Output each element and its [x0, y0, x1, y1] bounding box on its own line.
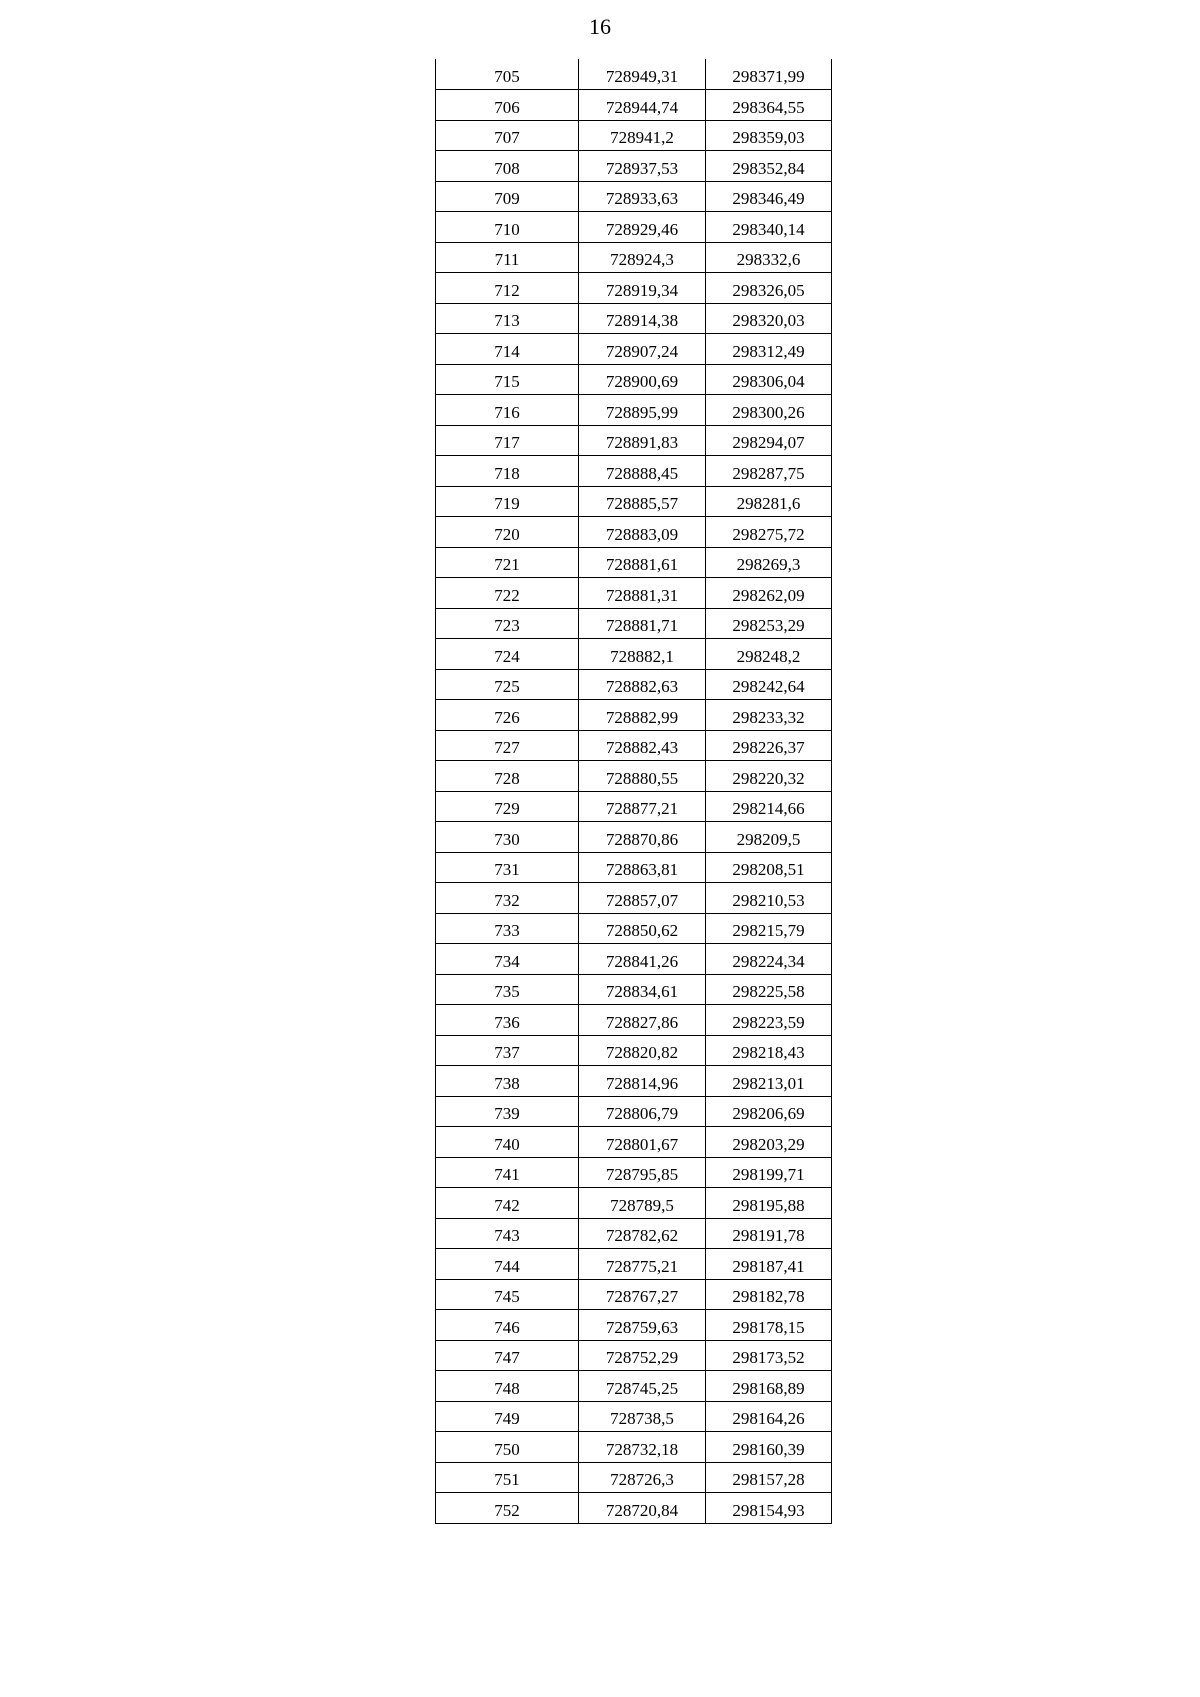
- y-coordinate-cell: 298178,15: [706, 1310, 832, 1341]
- y-coordinate-cell: 298208,51: [706, 852, 832, 883]
- coordinates-table: [435, 59, 832, 1524]
- y-coordinate-cell: 298215,79: [706, 913, 832, 944]
- table-body: [436, 59, 832, 1523]
- point-number-cell: 734: [436, 944, 579, 975]
- table-row: [436, 547, 832, 578]
- y-coordinate-cell: 298206,69: [706, 1096, 832, 1127]
- table-row: [436, 59, 832, 90]
- y-coordinate-cell: 298326,05: [706, 273, 832, 304]
- y-coordinate-cell: 298203,29: [706, 1127, 832, 1158]
- x-coordinate-cell: 728885,57: [579, 486, 706, 517]
- point-number-cell: 738: [436, 1066, 579, 1097]
- x-coordinate-cell: 728820,82: [579, 1035, 706, 1066]
- y-coordinate-cell: 298275,72: [706, 517, 832, 548]
- x-coordinate-cell: 728941,2: [579, 120, 706, 151]
- x-coordinate-cell: 728881,61: [579, 547, 706, 578]
- table-row: [436, 151, 832, 182]
- x-coordinate-cell: 728745,25: [579, 1371, 706, 1402]
- x-coordinate-cell: 728944,74: [579, 90, 706, 121]
- x-coordinate-cell: 728720,84: [579, 1493, 706, 1524]
- point-number-cell: 725: [436, 669, 579, 700]
- y-coordinate-cell: 298210,53: [706, 883, 832, 914]
- point-number-cell: 752: [436, 1493, 579, 1524]
- table-row: [436, 425, 832, 456]
- y-coordinate-cell: 298352,84: [706, 151, 832, 182]
- y-coordinate-cell: 298306,04: [706, 364, 832, 395]
- point-number-cell: 711: [436, 242, 579, 273]
- x-coordinate-cell: 728870,86: [579, 822, 706, 853]
- table-row: [436, 242, 832, 273]
- table-row: [436, 974, 832, 1005]
- y-coordinate-cell: 298173,52: [706, 1340, 832, 1371]
- point-number-cell: 714: [436, 334, 579, 365]
- y-coordinate-cell: 298168,89: [706, 1371, 832, 1402]
- y-coordinate-cell: 298187,41: [706, 1249, 832, 1280]
- y-coordinate-cell: 298209,5: [706, 822, 832, 853]
- point-number-cell: 737: [436, 1035, 579, 1066]
- x-coordinate-cell: 728841,26: [579, 944, 706, 975]
- y-coordinate-cell: 298281,6: [706, 486, 832, 517]
- table-row: [436, 1035, 832, 1066]
- x-coordinate-cell: 728882,43: [579, 730, 706, 761]
- table-row: [436, 517, 832, 548]
- x-coordinate-cell: 728806,79: [579, 1096, 706, 1127]
- point-number-cell: 751: [436, 1462, 579, 1493]
- table-row: [436, 944, 832, 975]
- y-coordinate-cell: 298359,03: [706, 120, 832, 151]
- table-row: [436, 456, 832, 487]
- point-number-cell: 707: [436, 120, 579, 151]
- table-row: [436, 1371, 832, 1402]
- table-row: [436, 639, 832, 670]
- table-row: [436, 120, 832, 151]
- y-coordinate-cell: 298346,49: [706, 181, 832, 212]
- point-number-cell: 715: [436, 364, 579, 395]
- table-row: [436, 486, 832, 517]
- x-coordinate-cell: 728882,1: [579, 639, 706, 670]
- x-coordinate-cell: 728888,45: [579, 456, 706, 487]
- point-number-cell: 735: [436, 974, 579, 1005]
- y-coordinate-cell: 298164,26: [706, 1401, 832, 1432]
- point-number-cell: 741: [436, 1157, 579, 1188]
- point-number-cell: 712: [436, 273, 579, 304]
- point-number-cell: 740: [436, 1127, 579, 1158]
- point-number-cell: 709: [436, 181, 579, 212]
- table-row: [436, 1066, 832, 1097]
- y-coordinate-cell: 298195,88: [706, 1188, 832, 1219]
- table-row: [436, 761, 832, 792]
- x-coordinate-cell: 728767,27: [579, 1279, 706, 1310]
- y-coordinate-cell: 298364,55: [706, 90, 832, 121]
- table-row: [436, 212, 832, 243]
- x-coordinate-cell: 728891,83: [579, 425, 706, 456]
- point-number-cell: 720: [436, 517, 579, 548]
- x-coordinate-cell: 728937,53: [579, 151, 706, 182]
- x-coordinate-cell: 728880,55: [579, 761, 706, 792]
- y-coordinate-cell: 298220,32: [706, 761, 832, 792]
- table-row: [436, 1249, 832, 1280]
- point-number-cell: 705: [436, 59, 579, 90]
- point-number-cell: 724: [436, 639, 579, 670]
- x-coordinate-cell: 728919,34: [579, 273, 706, 304]
- point-number-cell: 744: [436, 1249, 579, 1280]
- y-coordinate-cell: 298262,09: [706, 578, 832, 609]
- y-coordinate-cell: 298213,01: [706, 1066, 832, 1097]
- y-coordinate-cell: 298300,26: [706, 395, 832, 426]
- y-coordinate-cell: 298160,39: [706, 1432, 832, 1463]
- y-coordinate-cell: 298332,6: [706, 242, 832, 273]
- table-row: [436, 700, 832, 731]
- x-coordinate-cell: 728775,21: [579, 1249, 706, 1280]
- x-coordinate-cell: 728882,63: [579, 669, 706, 700]
- x-coordinate-cell: 728814,96: [579, 1066, 706, 1097]
- y-coordinate-cell: 298157,28: [706, 1462, 832, 1493]
- point-number-cell: 726: [436, 700, 579, 731]
- point-number-cell: 730: [436, 822, 579, 853]
- x-coordinate-cell: 728877,21: [579, 791, 706, 822]
- y-coordinate-cell: 298287,75: [706, 456, 832, 487]
- y-coordinate-cell: 298182,78: [706, 1279, 832, 1310]
- point-number-cell: 723: [436, 608, 579, 639]
- y-coordinate-cell: 298214,66: [706, 791, 832, 822]
- x-coordinate-cell: 728929,46: [579, 212, 706, 243]
- table-row: [436, 1340, 832, 1371]
- x-coordinate-cell: 728863,81: [579, 852, 706, 883]
- point-number-cell: 718: [436, 456, 579, 487]
- table-row: [436, 1188, 832, 1219]
- table-row: [436, 273, 832, 304]
- table-row: [436, 578, 832, 609]
- y-coordinate-cell: 298253,29: [706, 608, 832, 639]
- x-coordinate-cell: 728752,29: [579, 1340, 706, 1371]
- x-coordinate-cell: 728795,85: [579, 1157, 706, 1188]
- point-number-cell: 745: [436, 1279, 579, 1310]
- table-row: [436, 791, 832, 822]
- table-row: [436, 1432, 832, 1463]
- table-row: [436, 1401, 832, 1432]
- table-row: [436, 90, 832, 121]
- x-coordinate-cell: 728834,61: [579, 974, 706, 1005]
- y-coordinate-cell: 298340,14: [706, 212, 832, 243]
- x-coordinate-cell: 728933,63: [579, 181, 706, 212]
- point-number-cell: 736: [436, 1005, 579, 1036]
- table-row: [436, 1310, 832, 1341]
- y-coordinate-cell: 298233,32: [706, 700, 832, 731]
- table-row: [436, 883, 832, 914]
- y-coordinate-cell: 298269,3: [706, 547, 832, 578]
- table-row: [436, 852, 832, 883]
- point-number-cell: 706: [436, 90, 579, 121]
- point-number-cell: 749: [436, 1401, 579, 1432]
- page-number: 16: [589, 14, 611, 39]
- x-coordinate-cell: 728850,62: [579, 913, 706, 944]
- x-coordinate-cell: 728782,62: [579, 1218, 706, 1249]
- point-number-cell: 719: [436, 486, 579, 517]
- table-row: [436, 303, 832, 334]
- y-coordinate-cell: 298242,64: [706, 669, 832, 700]
- x-coordinate-cell: 728882,99: [579, 700, 706, 731]
- point-number-cell: 739: [436, 1096, 579, 1127]
- y-coordinate-cell: 298223,59: [706, 1005, 832, 1036]
- table-row: [436, 1462, 832, 1493]
- x-coordinate-cell: 728881,31: [579, 578, 706, 609]
- y-coordinate-cell: 298371,99: [706, 59, 832, 90]
- table-row: [436, 913, 832, 944]
- y-coordinate-cell: 298226,37: [706, 730, 832, 761]
- x-coordinate-cell: 728924,3: [579, 242, 706, 273]
- table-row: [436, 1096, 832, 1127]
- x-coordinate-cell: 728883,09: [579, 517, 706, 548]
- point-number-cell: 727: [436, 730, 579, 761]
- table-row: [436, 1127, 832, 1158]
- x-coordinate-cell: 728738,5: [579, 1401, 706, 1432]
- table-row: [436, 730, 832, 761]
- table-row: [436, 181, 832, 212]
- x-coordinate-cell: 728881,71: [579, 608, 706, 639]
- table-row: [436, 669, 832, 700]
- point-number-cell: 733: [436, 913, 579, 944]
- y-coordinate-cell: 298191,78: [706, 1218, 832, 1249]
- table-row: [436, 1005, 832, 1036]
- table-row: [436, 395, 832, 426]
- y-coordinate-cell: 298312,49: [706, 334, 832, 365]
- x-coordinate-cell: 728914,38: [579, 303, 706, 334]
- table-row: [436, 364, 832, 395]
- x-coordinate-cell: 728949,31: [579, 59, 706, 90]
- table-row: [436, 1218, 832, 1249]
- x-coordinate-cell: 728789,5: [579, 1188, 706, 1219]
- y-coordinate-cell: 298224,34: [706, 944, 832, 975]
- y-coordinate-cell: 298199,71: [706, 1157, 832, 1188]
- point-number-cell: 729: [436, 791, 579, 822]
- point-number-cell: 732: [436, 883, 579, 914]
- x-coordinate-cell: 728900,69: [579, 364, 706, 395]
- table-row: [436, 822, 832, 853]
- x-coordinate-cell: 728759,63: [579, 1310, 706, 1341]
- table-row: [436, 1279, 832, 1310]
- point-number-cell: 743: [436, 1218, 579, 1249]
- y-coordinate-cell: 298225,58: [706, 974, 832, 1005]
- x-coordinate-cell: 728857,07: [579, 883, 706, 914]
- y-coordinate-cell: 298294,07: [706, 425, 832, 456]
- point-number-cell: 710: [436, 212, 579, 243]
- x-coordinate-cell: 728827,86: [579, 1005, 706, 1036]
- point-number-cell: 713: [436, 303, 579, 334]
- point-number-cell: 721: [436, 547, 579, 578]
- y-coordinate-cell: 298218,43: [706, 1035, 832, 1066]
- point-number-cell: 748: [436, 1371, 579, 1402]
- x-coordinate-cell: 728726,3: [579, 1462, 706, 1493]
- point-number-cell: 742: [436, 1188, 579, 1219]
- point-number-cell: 746: [436, 1310, 579, 1341]
- y-coordinate-cell: 298248,2: [706, 639, 832, 670]
- table-row: [436, 1493, 832, 1524]
- point-number-cell: 747: [436, 1340, 579, 1371]
- table-row: [436, 1157, 832, 1188]
- x-coordinate-cell: 728732,18: [579, 1432, 706, 1463]
- x-coordinate-cell: 728907,24: [579, 334, 706, 365]
- y-coordinate-cell: 298320,03: [706, 303, 832, 334]
- point-number-cell: 731: [436, 852, 579, 883]
- table-row: [436, 608, 832, 639]
- x-coordinate-cell: 728895,99: [579, 395, 706, 426]
- point-number-cell: 708: [436, 151, 579, 182]
- point-number-cell: 717: [436, 425, 579, 456]
- table-row: [436, 334, 832, 365]
- point-number-cell: 722: [436, 578, 579, 609]
- point-number-cell: 716: [436, 395, 579, 426]
- point-number-cell: 728: [436, 761, 579, 792]
- x-coordinate-cell: 728801,67: [579, 1127, 706, 1158]
- y-coordinate-cell: 298154,93: [706, 1493, 832, 1524]
- point-number-cell: 750: [436, 1432, 579, 1463]
